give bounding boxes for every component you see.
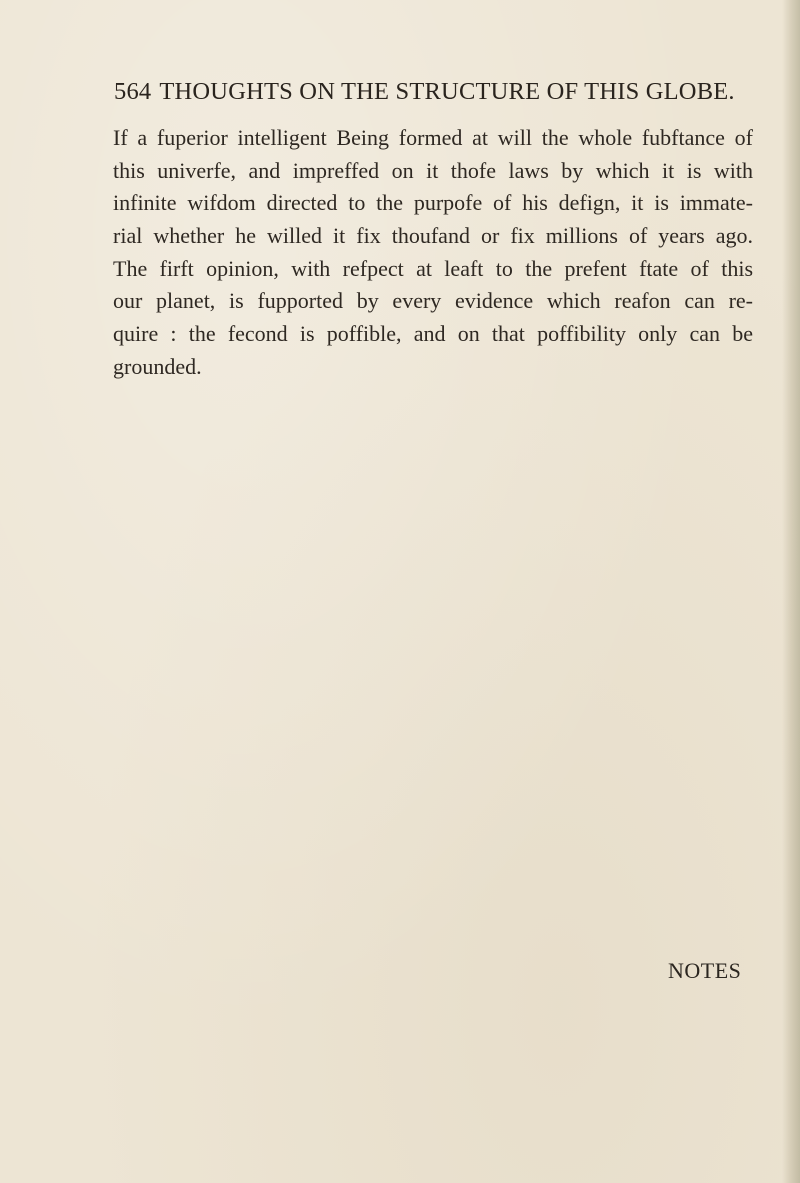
running-title: THOUGHTS ON THE STRUCTURE OF THIS GLOBE. bbox=[159, 78, 735, 105]
catchword: NOTES bbox=[668, 958, 742, 983]
body-paragraph bbox=[113, 122, 753, 384]
page-number: 564 bbox=[114, 78, 152, 105]
text-line: rial whether he willed it fix thoufand or fix millions of years ago. bbox=[113, 223, 753, 249]
text-line-last: grounded. bbox=[113, 353, 202, 379]
running-head bbox=[114, 78, 764, 106]
text-line: this univerfe, and impreffed on it thofe laws by which it is with bbox=[113, 157, 753, 183]
text-line: our planet, is fupported by every evidence which reafon can re- bbox=[113, 288, 753, 314]
text-line: If a fuperior intelligent Being formed at will the whole fubftance of bbox=[113, 125, 753, 150]
text-line: quire : the fecond is poffible, and on that poffibility only can be bbox=[113, 321, 753, 347]
page-edge-shadow bbox=[782, 0, 800, 1183]
text-line: The firft opinion, with refpect at leaft to the prefent ftate of this bbox=[113, 255, 753, 281]
text-line: infinite wifdom directed to the purpofe of his defign, it is immate- bbox=[113, 190, 753, 216]
